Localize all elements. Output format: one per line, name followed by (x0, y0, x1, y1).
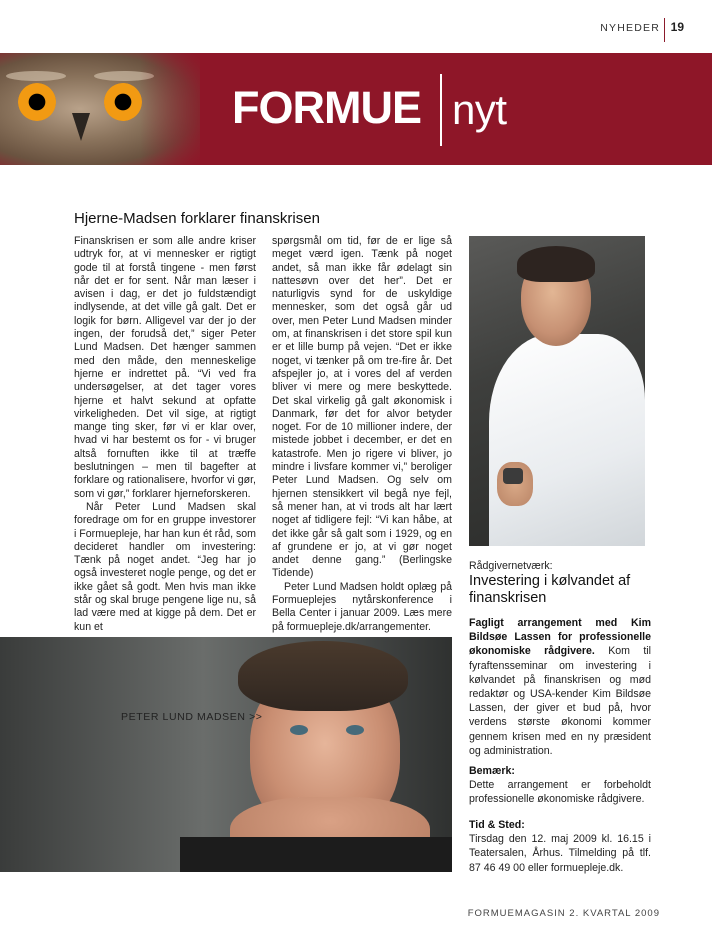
owl-beak (72, 113, 90, 141)
sidebar-note-label: Bemærk: (469, 765, 515, 777)
sidebar-when (469, 818, 651, 875)
sidebar-when-label: Tid & Sted: (469, 819, 525, 831)
article-paragraph: spørgsmål om tid, før de er lige så meget værd igen. Tænk på noget andet, så man ikke får ødelagt sin nattesøvn over det her”. Det er naturligvis synd for de uskyldige mennesker, som det også går ud over, men Peter Lund Madsen minder om, at finanskrisen i det store spil kun er et lille bump på vejen. “Det er ikke noget, vi tænker på om tre-fire år. Det afspejler jo, at i vores del af verden bliver vi mere og mere beskyttede. Det skal virkelig gå galt økonomisk i Danmark, før det for alvor betyder noget. For de 10 millioner indere, der mistede jobbet i december, er det en katastrofe. Men jo rigere vi bliver, jo mindre i livsfare kommer vi,” beroliger Peter Lund Madsen. Og selv om hjernen stensikkert vil begå nye fejl, så mener han, at vi trods alt har lært noget af tidligere fejl: “Vi kan håbe, at det ikke går så galt som i 1929, og en af grundene er jo, at vi gør noget andet denne gang.” (Berlingske Tidende) (272, 235, 452, 580)
article-paragraph: Finanskrisen er som alle andre kriser udtryk for, at vi mennesker er rigtigt gode til at forstå tingene - men først når det er for sent. Når man læser i avisen i dag, er det jo fuldstændigt indlysende, at det ville gå galt. Det er logik for børn. Alligevel var der jo der ingen, der forudså det,” siger Peter Lund Madsen. Det hænger sammen med den måde, den menneskelige hjerne er indrettet på. “Vi ved fra undersøgelser, at det tager vores hjerne et halvt sekund at opfatte virkeligheden. Det vil sige, at rigtigt mange ting sker, før vi er klar over, hvad vi har bestemt os for - vi bruger altså fornuften ikke til at træffe beslutningen – men til bagefter at forklare og rationalisere, hvorfor vi gør, som vi gør,” forklarer hjerneforskeren. (74, 235, 256, 500)
page-number: 19 (670, 20, 684, 34)
photo-caption: PETER LUND MADSEN >> (121, 711, 263, 723)
sidebar-intro-text: Kom til fyraftensseminar om investering i kølvandet på finanskrisen og mød redaktør og USA-kender Kim Bildsøe Lassen, der giver et bud på, hvor verdens største økonomi kommer gennem krisen med en ny præsident og administration. (469, 645, 651, 757)
watch (503, 468, 523, 484)
article-paragraph: Når Peter Lund Madsen skal foredrage om for en gruppe investorer i Formuepleje, har han kun ét råd, som decideret handler om investering: Tænk på noget andet. “Jeg har jo også investeret nogle penge, og det er ikke gået så godt. Men hvis man ikke står og skal bruge pengene lige nu, så lad være med at kigge på dem. Det er kun et (74, 500, 256, 633)
sidebar-intro (469, 616, 651, 758)
brand-subtitle: nyt (452, 86, 507, 133)
portrait-peter-lund-madsen (0, 637, 452, 872)
header-divider (664, 18, 665, 42)
article-headline: Hjerne-Madsen forklarer finanskrisen (74, 210, 320, 227)
section-label: NYHEDER (600, 22, 660, 34)
sidebar-when-text: Tirsdag den 12. maj 2009 kl. 16.15 i Teatersalen, Århus. Tilmelding på tlf. 87 46 49 00 eller formuepleje.dk. (469, 833, 651, 874)
article-column-2 (272, 235, 452, 634)
owl-eye-left (18, 83, 56, 121)
sidebar-kicker: Rådgivernetværk: (469, 560, 553, 572)
sidebar-note (469, 764, 651, 807)
brand-divider (440, 74, 442, 146)
article-paragraph: Peter Lund Madsen holdt oplæg på Formueplejes nytårskonference i Bella Center i januar 2009. Læs mere på formuepleje.dk/arrangementer. (272, 580, 452, 633)
sidebar-intro-bold: Fagligt arrangement med Kim Bildsøe Lassen for professionelle økonomiske rådgivere. (469, 617, 651, 658)
owl-eye-right (104, 83, 142, 121)
sidebar-title: Investering i kølvandet af finanskrisen (469, 573, 631, 606)
sidebar-note-text: Dette arrangement er forbeholdt professionelle økonomiske rådgivere. (469, 779, 651, 806)
brand-title: FORMUE (232, 82, 421, 133)
article-column-1 (74, 235, 256, 634)
magazine-footer: FORMUEMAGASIN 2. KVARTAL 2009 (467, 908, 660, 919)
portrait-kim-bildsoe-lassen (469, 236, 645, 546)
